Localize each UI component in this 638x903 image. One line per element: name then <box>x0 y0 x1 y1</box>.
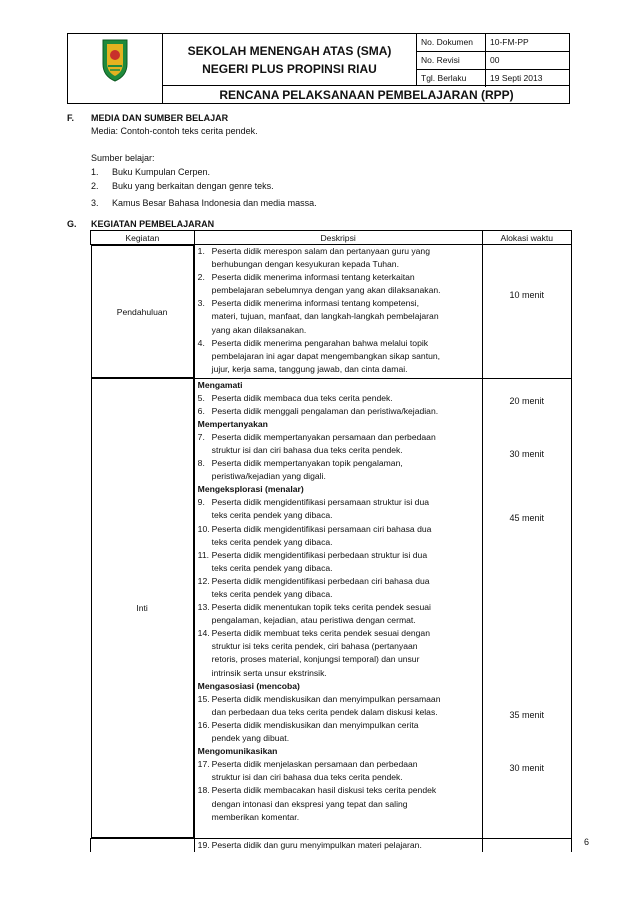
penutup-time-cell <box>482 839 571 853</box>
inti-desc <box>194 378 482 839</box>
activity-number <box>198 310 212 323</box>
activity-text: Peserta didik mengidentifikasi perbedaan struktur isi dua <box>211 549 428 560</box>
activity-item-continued <box>198 562 482 575</box>
list-text: Kamus Besar Bahasa Indonesia dan media massa. <box>112 198 317 208</box>
activity-text: berhubungan dengan kesyukuran kepada Tuhan. <box>211 259 399 270</box>
activity-item-continued <box>198 350 482 363</box>
activity-text: Peserta didik merespon salam dan pertanyaan guru yang <box>211 246 430 256</box>
activity-number <box>198 350 212 363</box>
activity-item <box>198 392 482 405</box>
activity-text: Peserta didik menjelaskan persamaan dan perbedaan <box>211 759 418 770</box>
activity-text: dan perbedaan dua teks cerita pendek dalam diskusi kelas. <box>211 706 438 717</box>
table-row-pendahuluan <box>91 245 572 379</box>
kegiatan-table <box>90 230 572 852</box>
activity-text: teks cerita pendek yang dibaca. <box>211 536 333 547</box>
section-letter: G. <box>67 219 77 229</box>
activity-number: 10. <box>197 523 210 534</box>
section-title: KEGIATAN PEMBELAJARAN <box>91 219 215 229</box>
activity-number: 7. <box>197 431 205 442</box>
activity-number <box>198 509 212 522</box>
list-item <box>91 165 317 179</box>
activity-item <box>198 523 482 536</box>
sumber-label: Sumber belajar: <box>91 153 155 163</box>
activity-item <box>198 549 482 562</box>
activity-item-continued <box>198 706 482 719</box>
school-logo-cell <box>68 34 163 85</box>
activity-text: Peserta didik membaca dua teks cerita pendek. <box>211 392 393 403</box>
activity-item <box>198 575 482 588</box>
activity-item <box>198 784 482 797</box>
activity-item-continued <box>198 667 482 680</box>
table-row-penutup <box>91 839 572 853</box>
activity-item <box>198 431 482 444</box>
school-name <box>163 34 417 85</box>
stage-heading: Mengasosiasi (mencoba) <box>197 680 300 691</box>
activity-item <box>198 627 482 640</box>
activity-item <box>198 337 482 350</box>
document-title: RENCANA PELAKSANAAN PEMBELAJARAN (RPP) <box>162 85 570 104</box>
activity-text: struktur isi dan ciri bahasa dua teks cerita pendek. <box>211 772 403 783</box>
activity-item-continued <box>198 536 482 549</box>
activity-text: Peserta didik membacakan hasil diskusi teks cerita pendek <box>211 785 437 796</box>
activity-number: 13. <box>197 602 210 613</box>
activity-text: Peserta didik menerima informasi tentang kompetensi, <box>211 298 419 309</box>
sumber-list <box>91 165 317 210</box>
meta-value: 10-FM-PP <box>490 37 529 47</box>
activity-text: Peserta didik mempertanyakan topik pengalaman, <box>211 458 403 469</box>
activity-item-continued <box>198 771 482 784</box>
activity-number <box>198 562 212 575</box>
activity-number <box>198 324 212 337</box>
school-logo-icon <box>68 34 162 85</box>
meta-key: No. Revisi <box>417 52 486 69</box>
activity-number <box>198 811 212 824</box>
activity-text: Peserta didik dan guru menyimpulkan materi pelajaran. <box>211 840 422 850</box>
desc-list <box>195 379 482 824</box>
activity-item-continued <box>198 614 482 627</box>
list-item <box>91 196 317 210</box>
activity-number: 3. <box>197 298 205 309</box>
meta-key: No. Dokumen <box>417 34 486 51</box>
activity-text: teks cerita pendek yang dibaca. <box>211 589 333 599</box>
activity-item <box>198 245 482 258</box>
activity-item <box>198 405 482 418</box>
activity-number <box>198 640 212 653</box>
activity-number: 6. <box>197 405 205 416</box>
activity-number: 8. <box>197 458 205 469</box>
activity-number: 5. <box>197 392 205 403</box>
activity-text: pengalaman, kejadian, atau peristiwa dengan cermat. <box>211 615 416 626</box>
list-number: 3. <box>91 198 99 208</box>
phase-label: Inti <box>136 603 148 613</box>
activity-item-continued <box>198 310 482 323</box>
list-text: Buku yang berkaitan dengan genre teks. <box>112 181 274 191</box>
activity-number <box>198 536 212 549</box>
media-text: Media: Contoh-contoh teks cerita pendek. <box>91 126 258 136</box>
activity-number <box>198 470 212 483</box>
activity-number <box>198 284 212 297</box>
activity-item-continued <box>198 732 482 745</box>
activity-text: dengan intonasi dan ekspresi yang tepat dan saling <box>211 798 408 809</box>
table-row-inti <box>91 378 572 839</box>
activity-number <box>198 258 212 271</box>
pendahuluan-time-cell <box>482 245 571 379</box>
meta-row-revision <box>417 52 569 70</box>
activity-item-continued <box>198 363 482 376</box>
activity-number: 16. <box>197 719 210 730</box>
school-name-line2: NEGERI PLUS PROPINSI RIAU <box>202 61 377 76</box>
activity-number <box>198 706 212 719</box>
time-menanya: 30 menit <box>509 448 545 459</box>
activity-item <box>198 457 482 470</box>
penutup-desc <box>194 839 482 853</box>
activity-item-continued <box>198 509 482 522</box>
activity-text: pembelajaran sebelumnya dengan yang akan dilaksanakan. <box>211 285 441 296</box>
activity-item-continued <box>198 470 482 483</box>
activity-number: 1. <box>197 246 205 256</box>
meta-key: Tgl. Berlaku <box>417 70 486 87</box>
stage-heading: Mengamati <box>197 379 243 390</box>
activity-number: 18. <box>197 785 210 796</box>
activity-number <box>198 667 212 680</box>
activity-text: intrinsik serta unsur ekstrinsik. <box>211 667 327 678</box>
pendahuluan-label <box>91 245 194 378</box>
list-text: Buku Kumpulan Cerpen. <box>112 167 211 177</box>
activity-number <box>198 588 212 601</box>
activity-number <box>198 614 212 627</box>
time-value: 10 menit <box>509 290 545 300</box>
activity-number: 17. <box>197 759 210 770</box>
activity-item <box>198 839 482 852</box>
meta-value: 00 <box>490 55 500 65</box>
activity-text: Peserta didik mengidentifikasi persamaan ciri bahasa dua <box>211 523 432 534</box>
activity-item-continued <box>198 258 482 271</box>
activity-number: 2. <box>197 272 205 283</box>
activity-item-continued <box>198 324 482 337</box>
activity-text: Peserta didik mempertanyakan persamaan dan perbedaan <box>211 431 436 442</box>
activity-item <box>198 496 482 509</box>
section-letter: F. <box>67 113 75 123</box>
activity-item <box>198 758 482 771</box>
column-header-alokasi: Alokasi waktu <box>482 231 571 245</box>
document-meta <box>417 34 569 85</box>
activity-text: pendek yang dibuat. <box>211 733 290 744</box>
stage-heading: Mempertanyakan <box>197 418 268 429</box>
activity-item-continued <box>198 444 482 457</box>
activity-text: jujur, kerja sama, tanggung jawab, dan cinta damai. <box>211 363 408 374</box>
activity-text: pembelajaran ini agar dapat mengembangkan sikap santun, <box>211 350 441 361</box>
time-eksplorasi: 45 menit <box>509 512 545 523</box>
activity-number: 9. <box>197 497 205 508</box>
page-number: 6 <box>584 837 590 847</box>
activity-text: Peserta didik mengidentifikasi perbedaan ciri bahasa dua <box>211 575 430 586</box>
activity-text: Peserta didik menggali pengalaman dan peristiwa/kejadian. <box>211 405 439 416</box>
activity-text: Peserta didik mendiskusikan dan menyimpulkan persamaan <box>211 693 441 704</box>
activity-text: Peserta didik menerima pengarahan bahwa melalui topik <box>211 337 429 348</box>
activity-item-continued <box>198 811 482 824</box>
column-header-deskripsi: Deskripsi <box>194 231 482 245</box>
activity-text: Peserta didik mendiskusikan dan menyimpulkan cerita <box>211 719 419 730</box>
column-header-kegiatan: Kegiatan <box>91 231 195 245</box>
activity-number: 4. <box>197 337 205 348</box>
activity-item-continued <box>198 284 482 297</box>
activity-item <box>198 297 482 310</box>
activity-item-continued <box>198 798 482 811</box>
activity-item <box>198 271 482 284</box>
activity-number <box>198 444 212 457</box>
activity-number: 11. <box>197 549 209 560</box>
stage-heading: Mengomunikasikan <box>197 746 278 757</box>
pendahuluan-desc <box>194 245 482 379</box>
inti-time-cell <box>482 378 571 839</box>
school-name-line1: SEKOLAH MENENGAH ATAS (SMA) <box>187 43 392 58</box>
time-mengamati: 20 menit <box>509 395 545 406</box>
activity-number <box>198 771 212 784</box>
time-komunikasi: 30 menit <box>509 762 545 773</box>
list-item <box>91 179 317 193</box>
activity-text: retoris, proses material, konjungsi temporal) dan unsur <box>211 654 420 665</box>
desc-list <box>195 245 482 376</box>
activity-text: Peserta didik mengidentifikasi persamaan struktur isi dua <box>211 497 430 508</box>
phase-label: Pendahuluan <box>116 306 168 317</box>
document-header <box>67 33 570 104</box>
activity-number: 14. <box>197 628 210 639</box>
activity-text: peristiwa/kejadian yang digali. <box>211 471 326 482</box>
time-asosiasi: 35 menit <box>509 709 545 720</box>
activity-text: Peserta didik menerima informasi tentang keterkaitan <box>211 272 415 283</box>
activity-text: struktur isi teks cerita pendek, ciri bahasa (pertanyaan <box>211 641 418 652</box>
activity-text: materi, tujuan, manfaat, dan langkah-langkah pembelajaran <box>211 311 439 322</box>
activity-item <box>198 719 482 732</box>
table-header-row <box>91 231 572 245</box>
activity-item <box>198 693 482 706</box>
activity-item-continued <box>198 588 482 601</box>
activity-item-continued <box>198 653 482 666</box>
activity-number <box>198 653 212 666</box>
activity-number <box>198 798 212 811</box>
activity-number: 15. <box>197 693 210 704</box>
activity-text: Peserta didik menentukan topik teks cerita pendek sesuai <box>211 602 431 613</box>
activity-text: teks cerita pendek yang dibaca. <box>211 510 333 521</box>
penutup-label <box>91 839 195 853</box>
activity-number <box>198 363 212 376</box>
meta-row-doc-number <box>417 34 569 52</box>
activity-text: teks cerita pendek yang dibaca. <box>211 562 333 573</box>
stage-heading: Mengeksplorasi (menalar) <box>197 484 304 495</box>
meta-value: 19 Septi 2013 <box>490 73 543 83</box>
activity-number: 12. <box>197 575 210 586</box>
activity-number: 19. <box>197 840 210 850</box>
desc-list <box>195 839 482 852</box>
section-title: MEDIA DAN SUMBER BELAJAR <box>91 113 229 123</box>
list-number: 1. <box>91 167 99 177</box>
inti-label <box>91 378 194 838</box>
activity-text: Peserta didik membuat teks cerita pendek sesuai dengan <box>211 628 430 639</box>
list-number: 2. <box>91 181 99 191</box>
activity-text: memberikan komentar. <box>211 811 300 822</box>
activity-item-continued <box>198 640 482 653</box>
activity-text: struktur isi dan ciri bahasa dua teks cerita pendek. <box>211 444 403 455</box>
activity-item <box>198 601 482 614</box>
activity-number <box>198 732 212 745</box>
activity-text: yang akan dilaksanakan. <box>211 324 307 335</box>
